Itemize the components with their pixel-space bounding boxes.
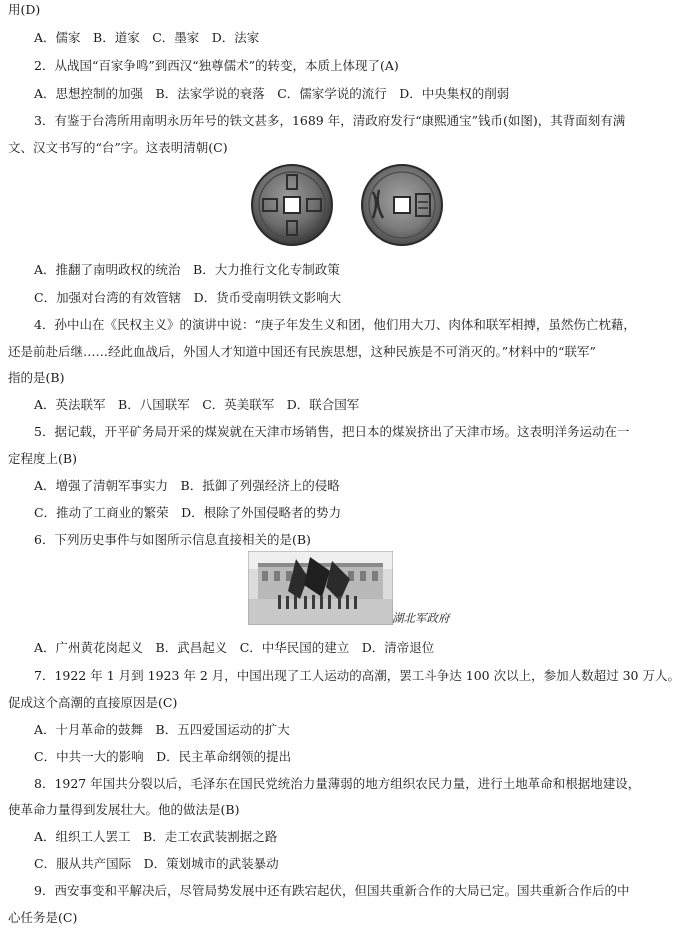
question-9-stem-line-2: 心任务是(C) <box>8 910 78 925</box>
question-3-stem-line-2: 文、汉文书写的“台”字。这表明清朝(C) <box>8 140 228 155</box>
hubei-military-government-photo <box>248 551 393 625</box>
question-5-stem-line-2: 定程度上(B) <box>8 451 77 466</box>
question-4-stem-line-3: 指的是(B) <box>8 370 65 385</box>
question-7-options-line-1: A．十月革命的鼓舞 B．五四爱国运动的扩大 <box>34 722 290 737</box>
question-3-stem-line-1: 3．有鉴于台湾所用南明永历年号的铁文甚多，1689 年，清政府发行“康熙通宝”钱币(如图)，其背面刻有满 <box>34 113 626 128</box>
question-5-options-line-1: A．增强了清朝军事实力 B．抵御了列强经济上的侵略 <box>34 478 340 493</box>
coin-back <box>362 165 442 245</box>
question-6-options: A．广州黄花岗起义 B．武昌起义 C．中华民国的建立 D．清帝退位 <box>34 640 435 655</box>
question-3-options-line-1: A．推翻了南明政权的统治 B．大力推行文化专制政策 <box>34 262 340 277</box>
question-3-options-line-2: C．加强对台湾的有效管辖 D．货币受南明铁文影响大 <box>34 290 342 305</box>
question-9-stem-line-1: 9．西安事变和平解决后，尽管局势发展中还有跌宕起伏，但国共重新合作的大局已定。国共重新合作后的中 <box>34 883 630 898</box>
kangxi-coins-image <box>248 162 444 248</box>
question-2-options: A．思想控制的加强 B．法家学说的衰落 C．儒家学说的流行 D．中央集权的削弱 <box>34 86 510 101</box>
question-8-stem-line-1: 8．1927 年国共分裂以后，毛泽东在国民党统治力量薄弱的地方组织农民力量，进行土地革命和根据地建设， <box>34 776 641 791</box>
question-7-stem-line-2: 促成这个高潮的直接原因是(C) <box>8 695 178 710</box>
coin-front <box>252 165 332 245</box>
question-7-stem-line-1: 7．1922 年 1 月到 1923 年 2 月，中国出现了工人运动的高潮，罢工斗争达 100 次以上，参加人数超过 30 万人。 <box>34 668 680 683</box>
photo-caption: 湖北军政府 <box>392 611 450 625</box>
question-5-options-line-2: C．推动了工商业的繁荣 D．根除了外国侵略者的势力 <box>34 505 342 520</box>
question-7-options-line-2: C．中共一大的影响 D．民主革命纲领的提出 <box>34 749 292 764</box>
question-4-options: A．英法联军 B．八国联军 C．英美联军 D．联合国军 <box>34 397 360 412</box>
question-6-stem: 6．下列历史事件与如图所示信息直接相关的是(B) <box>34 532 311 547</box>
question-8-options-line-2: C．服从共产国际 D．策划城市的武装暴动 <box>34 856 279 871</box>
question-2-stem: 2．从战国“百家争鸣”到西汉“独尊儒术”的转变，本质上体现了(A) <box>34 58 399 73</box>
question-4-stem-line-1: 4．孙中山在《民权主义》的演讲中说：“庚子年发生义和团，他们用大刀、肉体和联军相搏，虽然伤亡枕藉， <box>34 317 636 332</box>
question-1-continuation: 用(D) <box>8 2 41 17</box>
coin-figure <box>248 162 444 248</box>
question-8-options-line-1: A．组织工人罢工 B．走工农武装割据之路 <box>34 829 278 844</box>
question-1-options: A．儒家 B．道家 C．墨家 D．法家 <box>34 30 260 45</box>
question-5-stem-line-1: 5．据记载，开平矿务局开采的煤炭就在天津市场销售，把日本的煤炭挤出了天津市场。这表明洋务运动在一 <box>34 424 630 439</box>
question-4-stem-line-2: 还是前赴后继……经此血战后，外国人才知道中国还有民族思想，这种民族是不可消灭的。”材料中的“联军” <box>8 344 596 359</box>
question-8-stem-line-2: 使革命力量得到发展壮大。他的做法是(B) <box>8 802 240 817</box>
